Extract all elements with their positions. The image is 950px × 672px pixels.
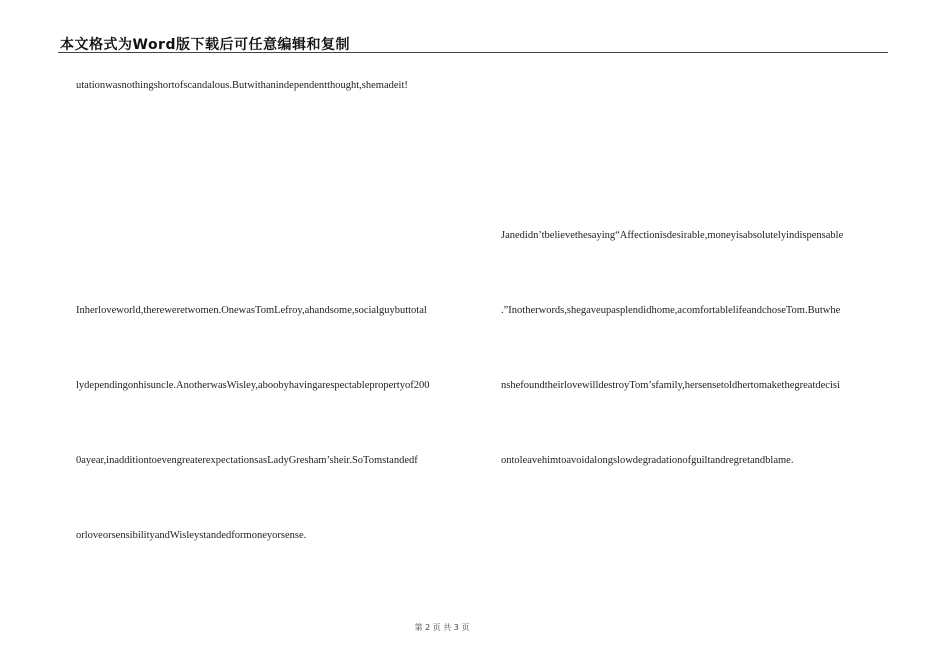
left-column-line-2: Inherloveworld,thereweretwomen.OnewasTomLefroy,ahandsome,socialguybuttotal	[76, 305, 427, 316]
right-column-line-2: .”Inotherwords,shegaveupasplendidhome,acomfortablelifeandchoseTom.Butwhe	[501, 305, 841, 316]
right-column-line-1: Janedidn’tbelievethesaying“Affectionisdesirable,moneyisabsolutelyindispensable	[501, 230, 844, 241]
left-column-line-5: orloveorsensibilityandWisleystandedformoneyorsense.	[76, 530, 307, 541]
page-header-title: 本文格式为Word版下载后可任意编辑和复制	[60, 37, 350, 53]
left-column-line-3: lydependingonhisuncle.AnotherwasWisley,aboobyhavingarespectablepropertyof200	[76, 380, 430, 391]
page-number-footer: 第 2 页 共 3 页	[414, 623, 470, 632]
right-column-line-4: ontoleavehimtoavoidalongslowdegradationofguiltandregretandblame.	[501, 455, 794, 466]
header-divider	[58, 52, 888, 53]
left-column-line-1: utationwasnothingshortofscandalous.Butwithanindependentthought,shemadeit!	[76, 80, 408, 91]
right-column-line-3: nshefoundtheirlovewilldestroyTom’sfamily,hersensetoldhertomakethegreatdecisi	[501, 380, 840, 391]
left-column-line-4: 0ayear,inadditiontoevengreaterexpectationsasLadyGresham’sheir.SoTomstandedf	[76, 455, 418, 466]
